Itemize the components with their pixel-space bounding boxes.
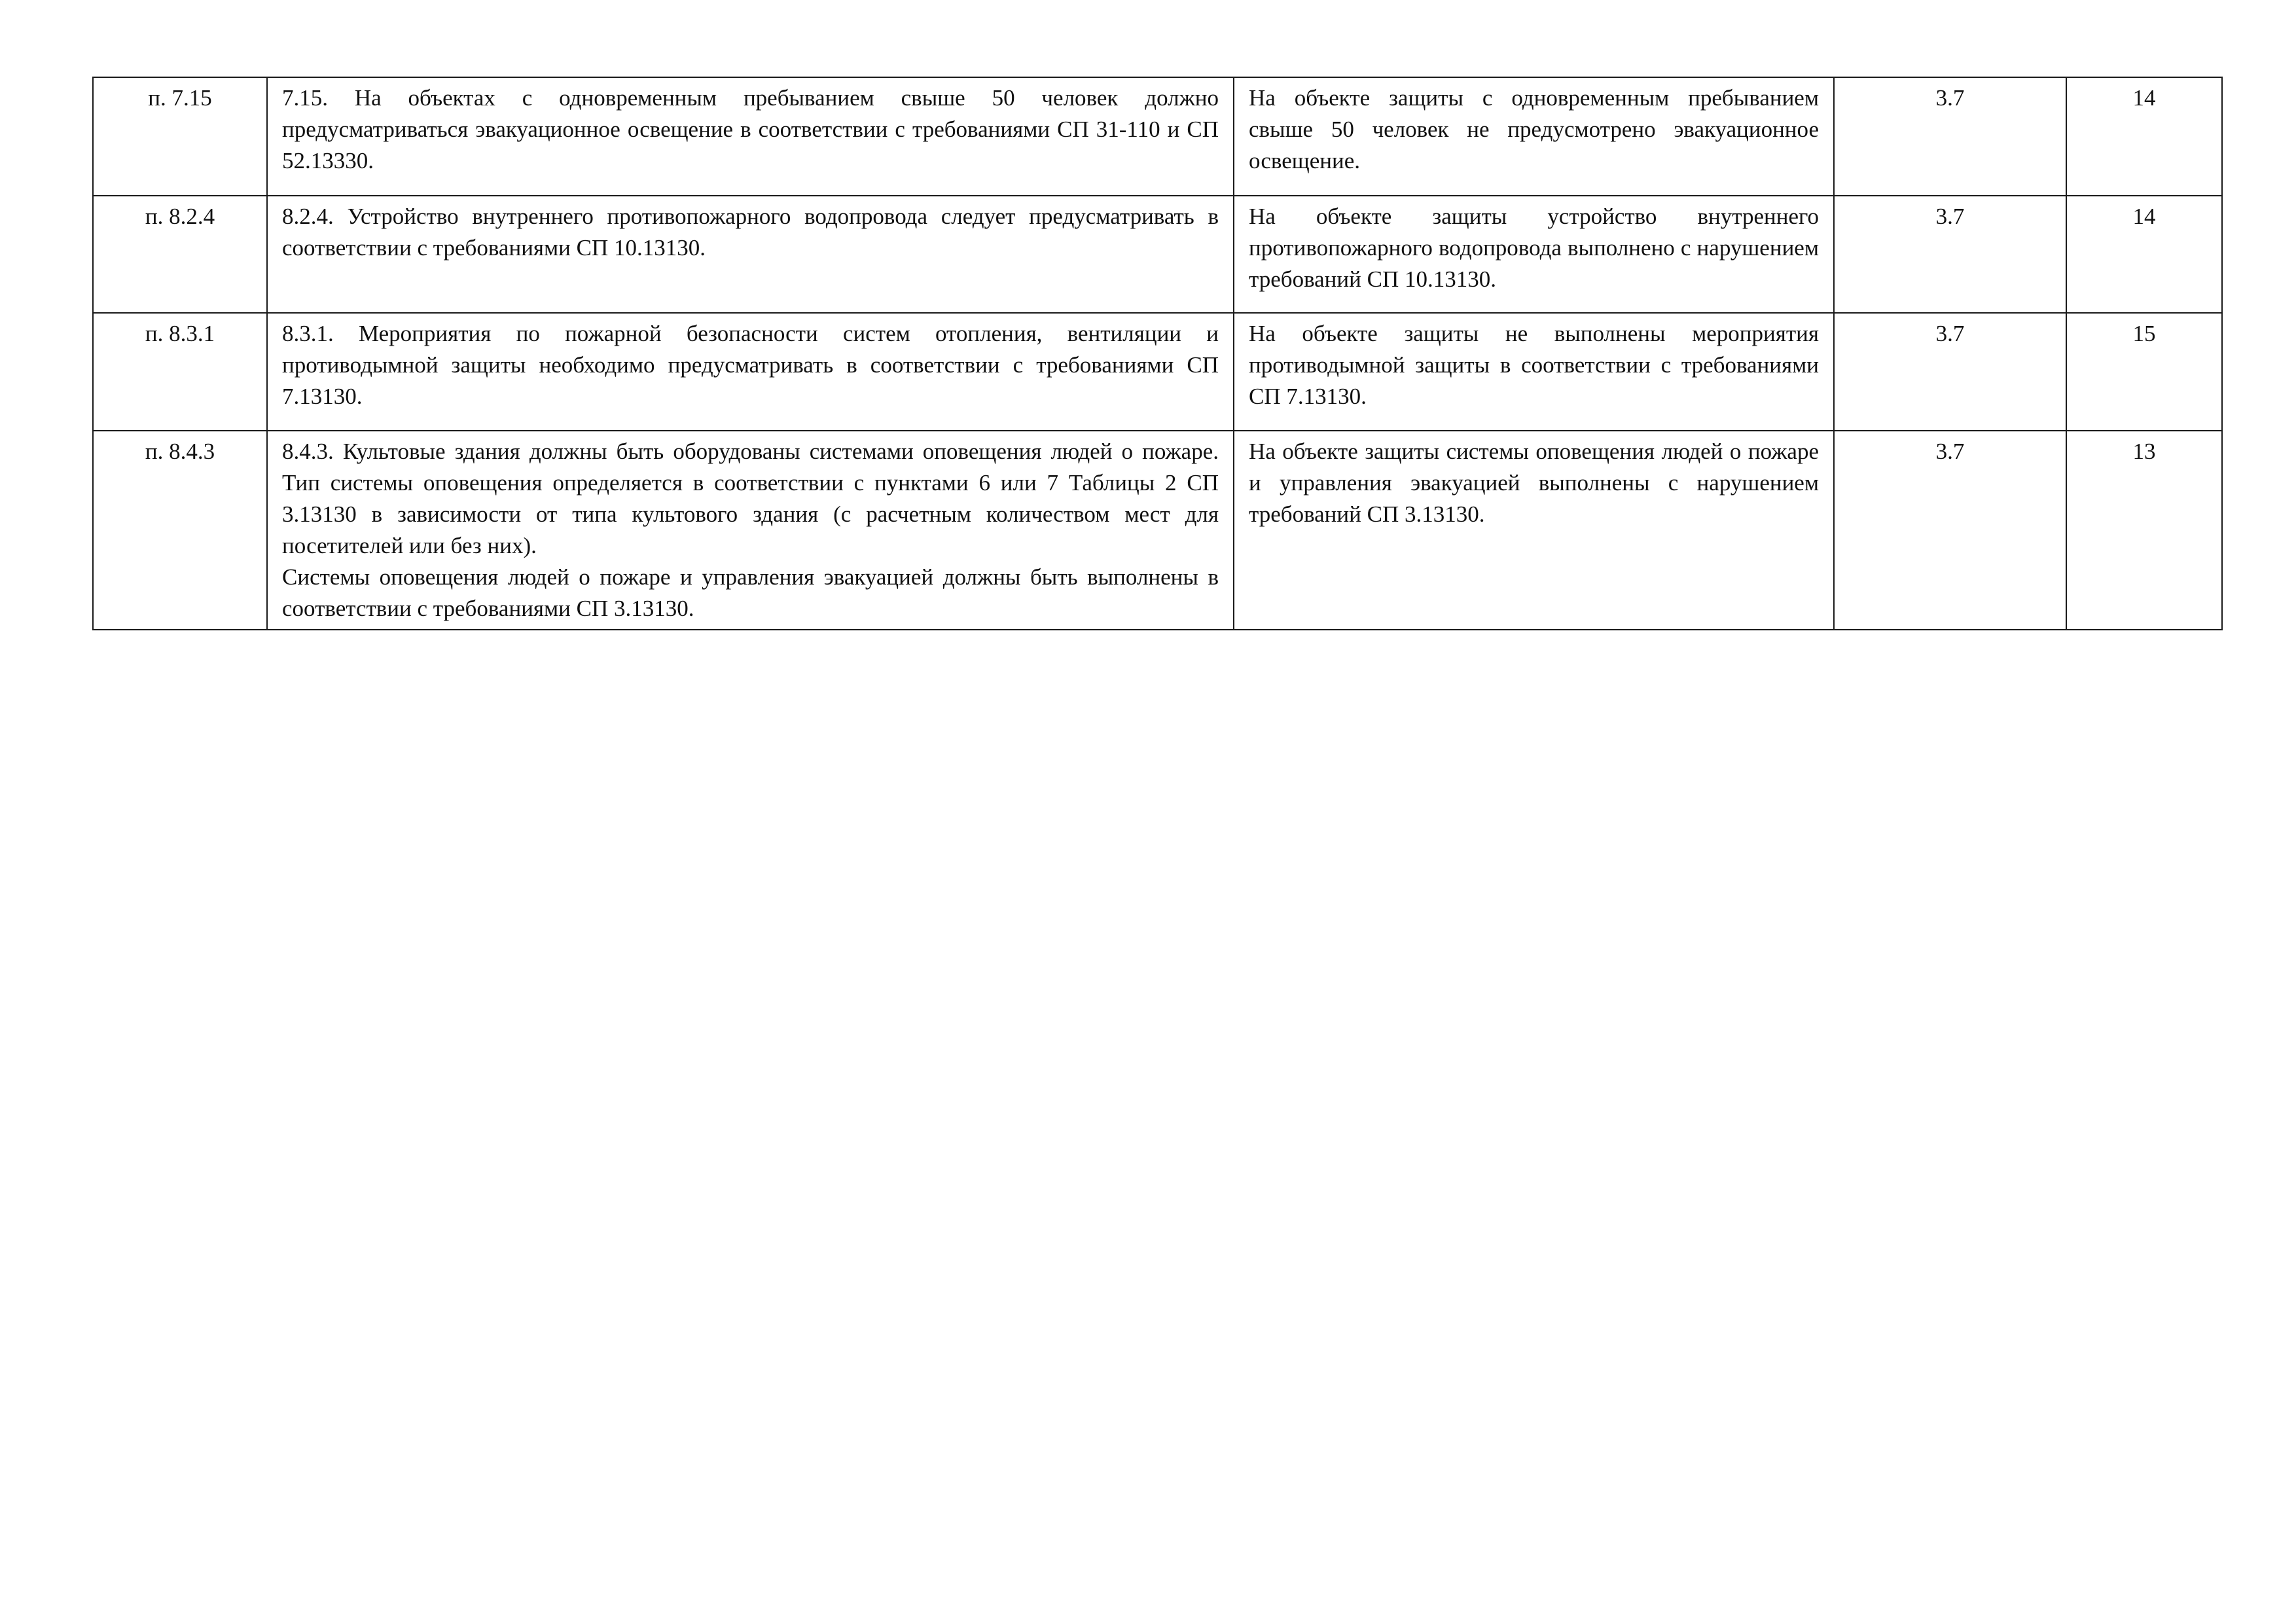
violation-cell (1234, 431, 1834, 630)
violation-text: На объекте защиты системы оповещения людей о пожаре и управления эвакуацией выполнены с нарушением требований СП 3.13130. (1249, 439, 1819, 527)
table-row (93, 313, 2222, 431)
table-row (93, 431, 2222, 630)
article-cell: 3.7 (1834, 77, 2066, 196)
clause-cell: п. 7.15 (93, 77, 267, 196)
violation-text: На объекте защиты с одновременным пребыванием свыше 50 человек не предусмотрено эвакуационное освещение. (1249, 85, 1819, 173)
article-cell: 3.7 (1834, 196, 2066, 313)
clause-cell: п. 8.3.1 (93, 313, 267, 431)
requirement-cell (267, 431, 1234, 630)
requirement-cell (267, 313, 1234, 431)
requirement-cell (267, 77, 1234, 196)
number-cell: 14 (2066, 77, 2222, 196)
clause-cell: п. 8.2.4 (93, 196, 267, 313)
violation-cell (1234, 313, 1834, 431)
requirement-cell (267, 196, 1234, 313)
number-cell: 15 (2066, 313, 2222, 431)
violation-cell (1234, 77, 1834, 196)
violation-text: На объекте защиты не выполнены мероприятия противодымной защиты в соответствии с требованиями СП 7.13130. (1249, 321, 1819, 409)
violation-text: На объекте защиты устройство внутреннего противопожарного водопровода выполнено с нарушением требований СП 10.13130. (1249, 204, 1819, 292)
table-row (93, 196, 2222, 313)
clause-cell: п. 8.4.3 (93, 431, 267, 630)
requirement-text: 8.4.3. Культовые здания должны быть оборудованы системами оповещения людей о пожаре. Тип системы оповещения определяется в соответствии с пунктами 6 или 7 Таблицы 2 СП 3.13130 в зависимости от типа культового здания (с расчетным количеством мест для посетителей или без них). (282, 439, 1219, 558)
requirement-text: 8.3.1. Мероприятия по пожарной безопасности систем отопления, вентиляции и противодымной защиты необходимо предусматривать в соответствии с требованиями СП 7.13130. (282, 321, 1219, 409)
number-cell: 13 (2066, 431, 2222, 630)
violations-table (92, 77, 2223, 630)
violation-cell (1234, 196, 1834, 313)
requirement-text: Системы оповещения людей о пожаре и управления эвакуацией должны быть выполнены в соответствии с требованиями СП 3.13130. (282, 564, 1219, 621)
requirement-text: 8.2.4. Устройство внутреннего противопожарного водопровода следует предусматривать в соответствии с требованиями СП 10.13130. (282, 204, 1219, 261)
table-row (93, 77, 2222, 196)
requirement-text: 7.15. На объектах с одновременным пребыванием свыше 50 человек должно предусматриваться эвакуационное освещение в соответствии с требованиями СП 31-110 и СП 52.13330. (282, 85, 1219, 173)
article-cell: 3.7 (1834, 431, 2066, 630)
number-cell: 14 (2066, 196, 2222, 313)
article-cell: 3.7 (1834, 313, 2066, 431)
